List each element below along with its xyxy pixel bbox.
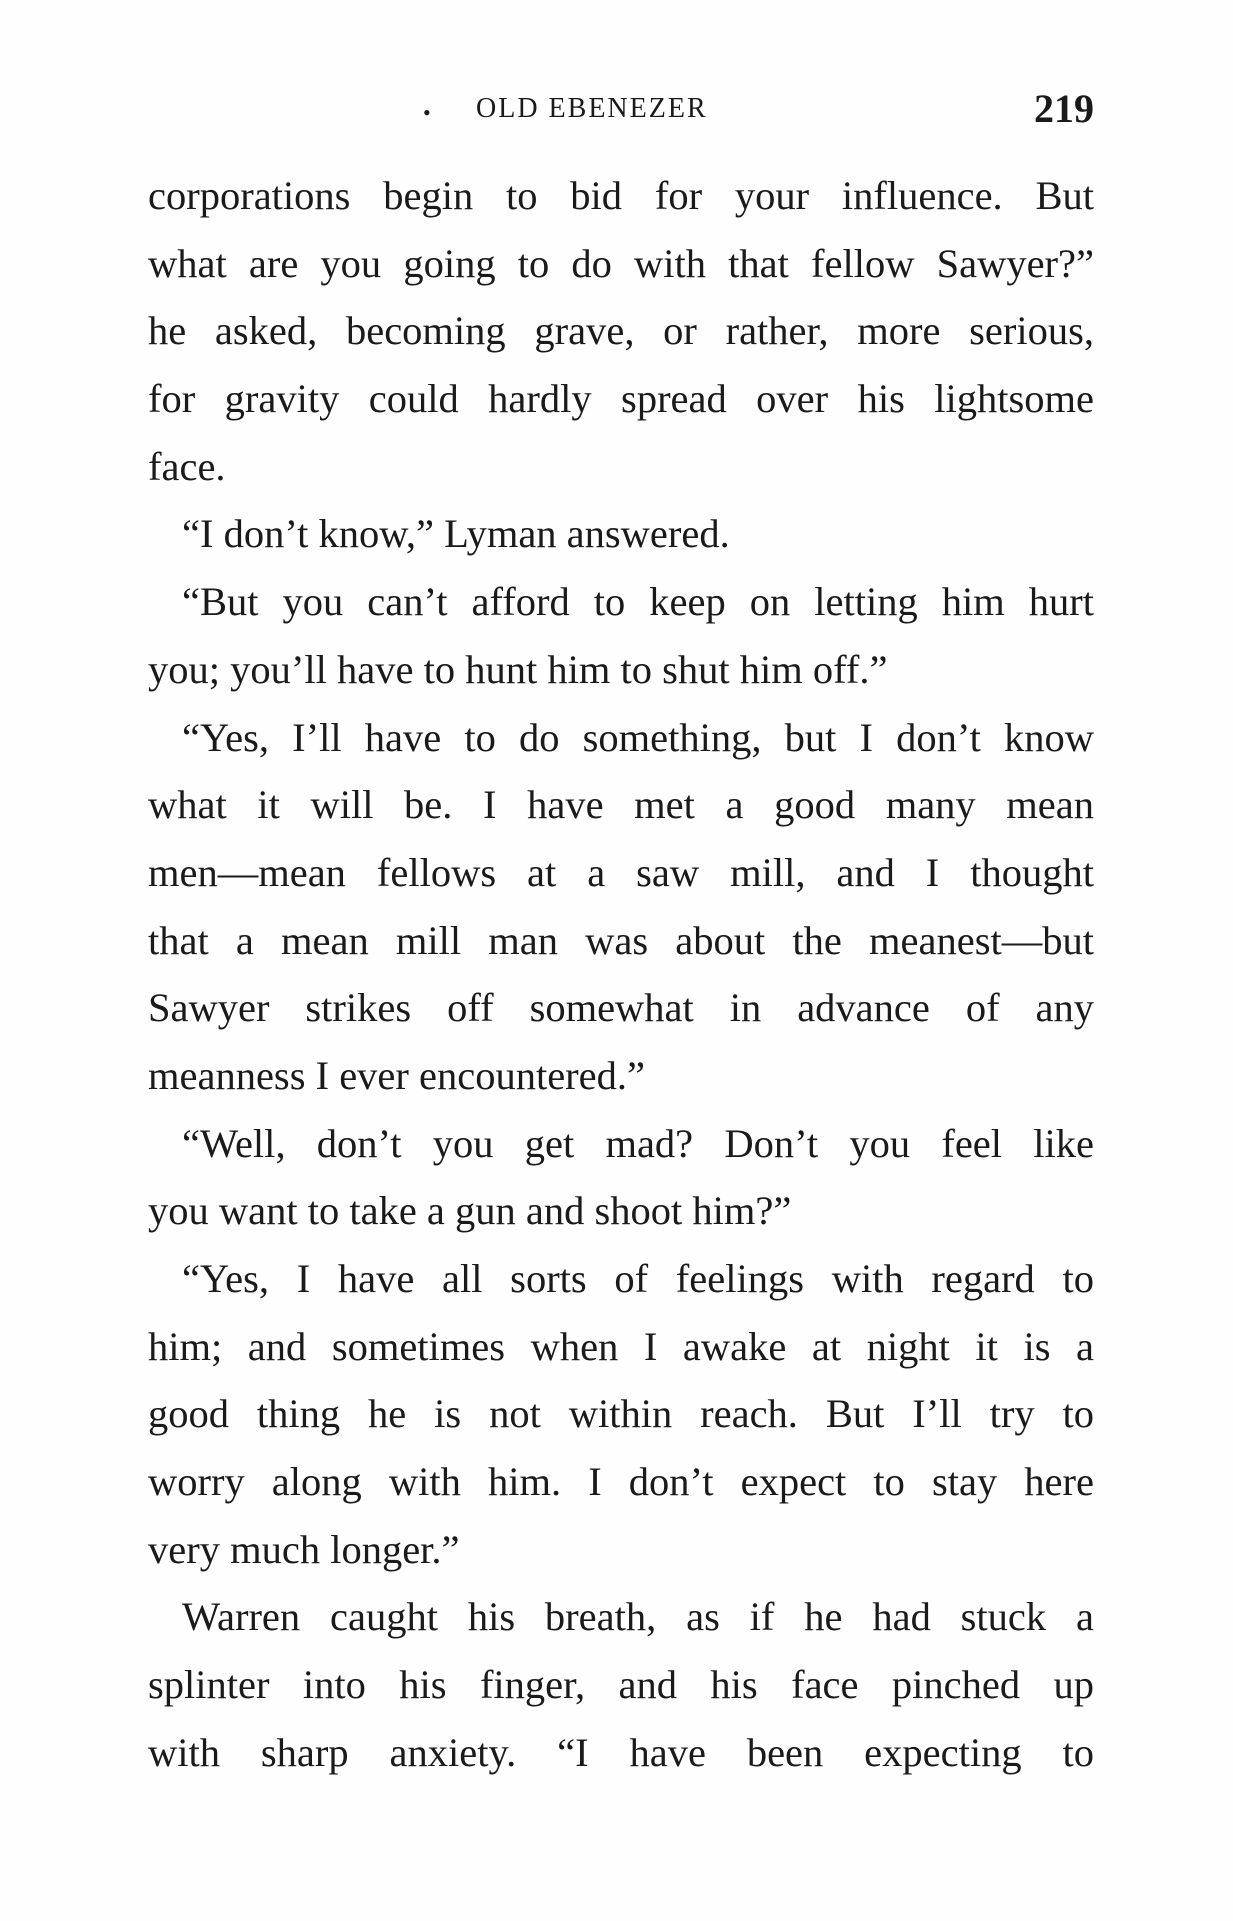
text-line: you; you’ll have to hunt him to shut him off.” (148, 646, 888, 692)
text-line: that a mean mill man was about the meanest—but (148, 917, 1094, 963)
header-dot: • (423, 100, 431, 125)
text-line: Warren caught his breath, as if he had stuck a (182, 1594, 1094, 1640)
text-line: what it will be. I have met a good many mean (148, 782, 1094, 828)
body-text (148, 162, 1094, 1787)
text-line: him; and sometimes when I awake at night it is a (148, 1323, 1094, 1369)
text-line: “Yes, I’ll have to do something, but I don’t know (182, 714, 1094, 760)
page-number: 219 (1034, 86, 1094, 131)
text-line: “Well, don’t you get mad? Don’t you feel like (182, 1120, 1094, 1166)
text-line: worry along with him. I don’t expect to stay here (148, 1459, 1094, 1505)
text-line: “But you can’t afford to keep on letting him hurt (182, 579, 1094, 625)
text-line: what are you going to do with that fellow Sawyer?” (148, 240, 1094, 286)
text-line: splinter into his finger, and his face pinched up (148, 1662, 1094, 1708)
text-line: Sawyer strikes off somewhat in advance of any (148, 985, 1094, 1031)
text-line: you want to take a gun and shoot him?” (148, 1188, 792, 1234)
text-line: for gravity could hardly spread over his lightsome (148, 376, 1094, 422)
text-line: men—mean fellows at a saw mill, and I thought (148, 849, 1094, 895)
text-line: with sharp anxiety. “I have been expecting to (148, 1729, 1094, 1775)
text-line: he asked, becoming grave, or rather, more serious, (148, 308, 1094, 354)
text-line: very much longer.” (148, 1526, 460, 1572)
running-title: OLD EBENEZER (476, 93, 708, 124)
text-line: good thing he is not within reach. But I’ll try to (148, 1391, 1094, 1437)
text-line: meanness I ever encountered.” (148, 1052, 645, 1098)
text-line: “I don’t know,” Lyman answered. (182, 511, 730, 557)
text-line: corporations begin to bid for your influence. But (148, 173, 1094, 218)
text-line: “Yes, I have all sorts of feelings with regard to (182, 1256, 1094, 1301)
running-head (148, 85, 1094, 135)
text-line: face. (148, 443, 226, 489)
